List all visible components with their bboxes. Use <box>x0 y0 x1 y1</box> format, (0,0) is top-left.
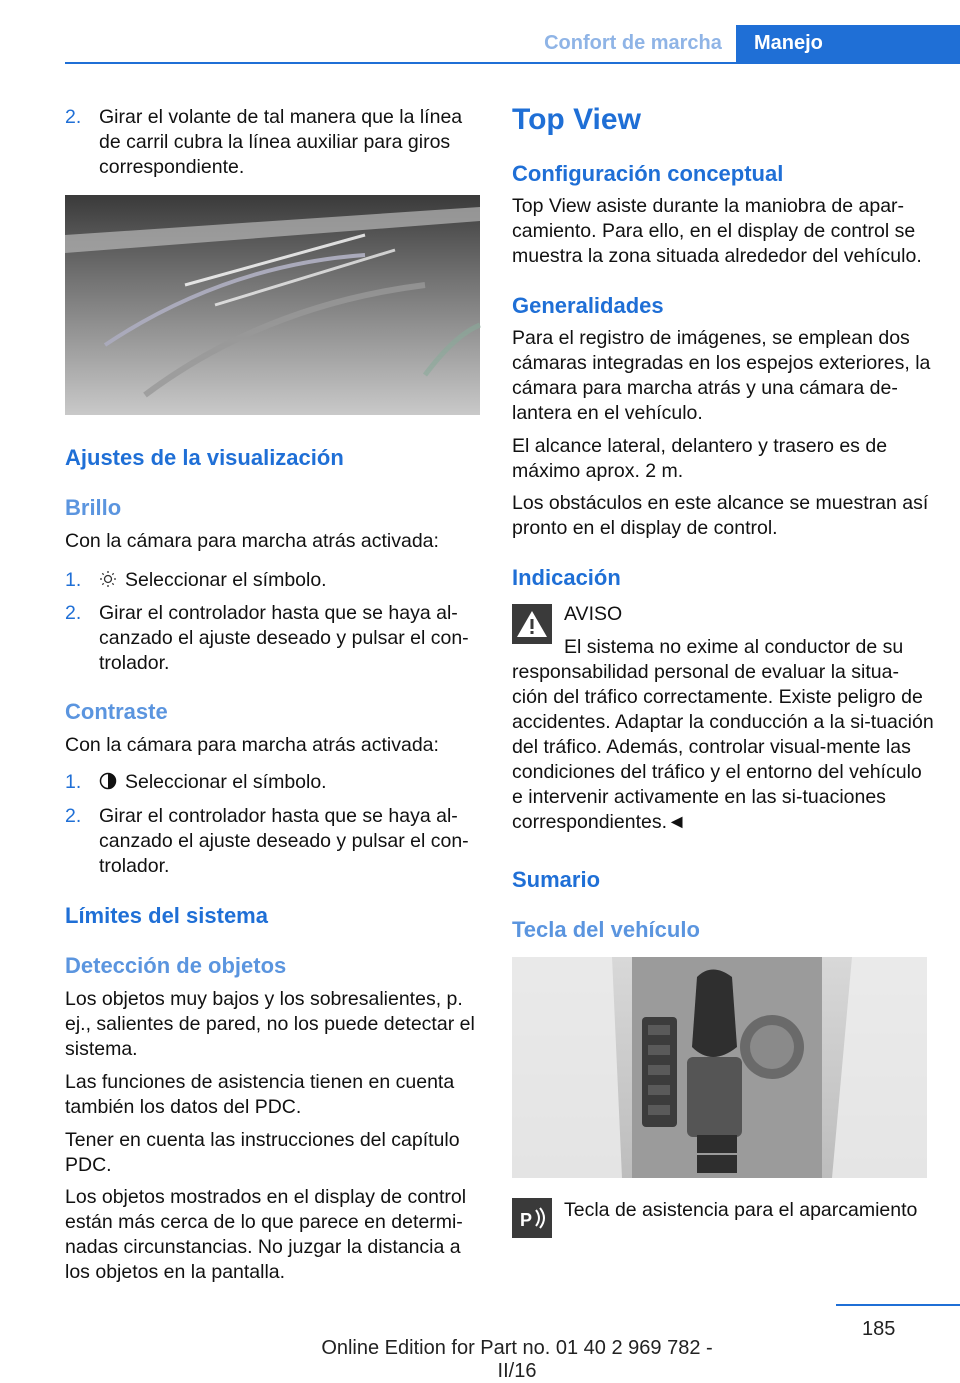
generalidades-paragraph-3: Los obstáculos en este alcance se muestran así pronto en el display de control. <box>512 492 929 539</box>
heading-ajustes: Ajustes de la visualización <box>65 445 344 470</box>
heading-sumario: Sumario <box>512 867 601 892</box>
heading-generalidades: Generalidades <box>512 293 664 318</box>
step-text: Seleccionar el símbolo. <box>125 771 327 793</box>
tab-confort-de-marcha[interactable]: Confort de marcha <box>544 32 722 54</box>
edition-note: Online Edition for Part no. 01 40 2 969 782 - II/16 <box>321 1337 713 1382</box>
step-number: 1. <box>65 569 82 591</box>
key-caption: Tecla de asistencia para el aparcamiento <box>564 1199 918 1221</box>
heading-indicacion: Indicación <box>512 565 621 590</box>
generalidades-paragraph-1: Para el registro de imágenes, se emplean dos cámaras integradas en los espejos exteriores, la cámara para marcha atrás y una cámara de-lantera en el vehículo. <box>512 327 931 424</box>
step-text: Girar el controlador hasta que se haya al-canzado el ajuste deseado y pulsar el con-trolador. <box>99 805 469 877</box>
brillo-step-2 <box>65 601 481 676</box>
contrast-icon <box>99 772 117 790</box>
rear-camera-image <box>65 195 480 415</box>
deteccion-paragraph-3: Tener en cuenta las instrucciones del capítulo PDC. <box>65 1129 460 1176</box>
warning-first-line: El sistema no exime al conductor de su <box>564 636 904 658</box>
heading-brillo: Brillo <box>65 495 122 520</box>
brillo-step-1 <box>65 568 481 593</box>
warning-icon <box>512 604 552 644</box>
page-title: Top View <box>512 103 641 136</box>
warning-label: AVISO <box>564 603 623 625</box>
heading-contraste: Contraste <box>65 699 168 724</box>
heading-configuracion: Configuración conceptual <box>512 161 784 186</box>
svg-text:P: P <box>520 1210 533 1230</box>
heading-tecla: Tecla del vehículo <box>512 917 700 942</box>
parking-assist-icon <box>512 1198 552 1238</box>
deteccion-paragraph-4: Los objetos mostrados en el display de control están más cerca de lo que parece en determi-nadas circunstancias. No juzgar la distancia a los objetos en la pantalla. <box>65 1186 467 1283</box>
step-text: Seleccionar el símbolo. <box>125 569 327 591</box>
page-number: 185 <box>862 1318 896 1340</box>
heading-limites: Límites del sistema <box>65 903 268 928</box>
step-number: 2. <box>65 805 82 827</box>
step-text: Girar el controlador hasta que se haya al-canzado el ajuste deseado y pulsar el con-trolador. <box>99 602 469 674</box>
step-number: 2. <box>65 106 82 128</box>
contraste-step-2 <box>65 804 481 879</box>
console-image <box>512 957 927 1178</box>
step-text: Girar el volante de tal manera que la línea de carril cubra la línea auxiliar para giros correspondiente. <box>99 106 463 178</box>
tab-manejo[interactable]: Manejo <box>736 25 960 62</box>
generalidades-paragraph-2: El alcance lateral, delantero y trasero es de máximo aprox. 2 m. <box>512 435 888 482</box>
step-2-steering <box>65 105 481 180</box>
step-number: 1. <box>65 771 82 793</box>
warning-text: responsabilidad personal de evaluar la situa-ción del tráfico correctamente. Existe peligro de accidentes. Adaptar la conducción a la si-tuación del tráfico. Además, controlar visual-mente las condiciones del tráfico y el entorno del vehículo e intervenir activamente en las si-tuaciones correspondientes.◄ <box>512 661 934 833</box>
header-rule <box>65 62 960 64</box>
heading-deteccion: Detección de objetos <box>65 953 287 978</box>
brightness-icon <box>99 570 117 588</box>
step-number: 2. <box>65 602 82 624</box>
config-paragraph: Top View asiste durante la maniobra de apar-camiento. Para ello, en el display de control se muestra la zona situada alrededor del vehículo. <box>512 195 922 267</box>
brillo-intro: Con la cámara para marcha atrás activada: <box>65 530 439 552</box>
contraste-step-1 <box>65 770 481 795</box>
deteccion-paragraph-1: Los objetos muy bajos y los sobresalientes, p. ej., salientes de pared, no los puede detectar el sistema. <box>65 988 475 1060</box>
contraste-intro: Con la cámara para marcha atrás activada: <box>65 734 439 756</box>
footer-rule <box>836 1304 960 1306</box>
deteccion-paragraph-2: Las funciones de asistencia tienen en cuenta también los datos del PDC. <box>65 1071 455 1118</box>
